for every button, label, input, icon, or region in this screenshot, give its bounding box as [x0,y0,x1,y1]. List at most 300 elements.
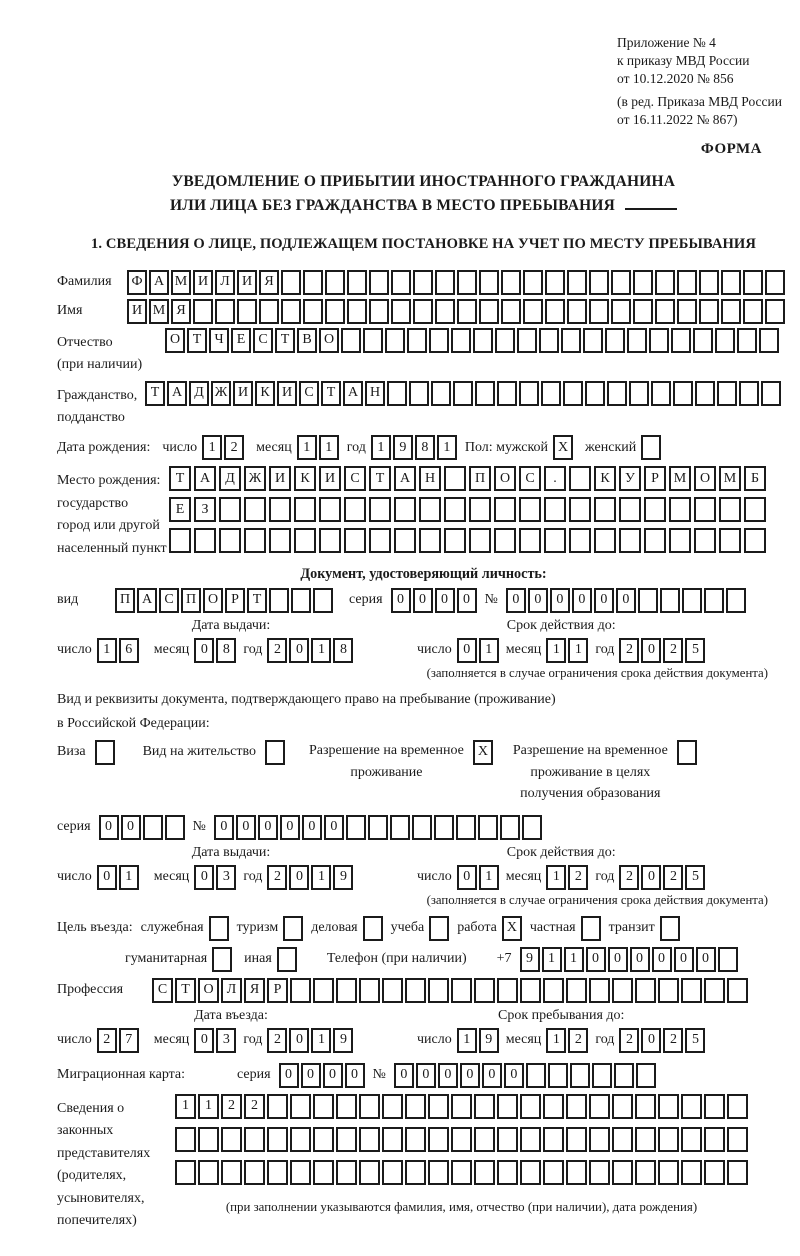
char-cell[interactable] [290,1160,311,1185]
char-cell[interactable]: 0 [194,1028,214,1053]
char-cell[interactable]: 0 [194,865,214,890]
char-cell[interactable] [435,270,455,295]
phone-cells[interactable] [520,947,738,972]
char-cell[interactable] [594,528,616,553]
char-cell[interactable] [743,270,763,295]
char-cell[interactable] [193,299,213,324]
char-cell[interactable] [501,270,521,295]
permit-issue-month-cells[interactable] [194,865,236,890]
char-cell[interactable] [221,1160,242,1185]
char-cell[interactable]: П [115,588,135,613]
char-cell[interactable] [290,1094,311,1119]
char-cell[interactable]: 2 [267,865,287,890]
char-cell[interactable]: Ж [244,466,266,491]
char-cell[interactable]: X [553,435,573,460]
char-cell[interactable] [429,328,449,353]
char-cell[interactable]: 1 [175,1094,196,1119]
char-cell[interactable]: X [502,916,522,941]
char-cell[interactable] [369,497,391,522]
purpose-transit-checkbox[interactable] [660,916,680,941]
char-cell[interactable]: 1 [202,435,222,460]
char-cell[interactable] [612,1160,633,1185]
doc-valid-year-cells[interactable] [619,638,705,663]
residence-permit-checkbox[interactable] [265,740,285,765]
char-cell[interactable]: 1 [97,638,117,663]
char-cell[interactable] [589,1094,610,1119]
char-cell[interactable]: 0 [616,588,636,613]
char-cell[interactable] [673,381,693,406]
char-cell[interactable] [619,497,641,522]
doc-valid-month-cells[interactable] [546,638,588,663]
char-cell[interactable] [313,1127,334,1152]
char-cell[interactable] [394,497,416,522]
char-cell[interactable] [765,270,785,295]
char-cell[interactable] [681,1160,702,1185]
char-cell[interactable]: 0 [323,1063,343,1088]
migration-series-cells[interactable] [279,1063,365,1088]
char-cell[interactable] [473,328,493,353]
char-cell[interactable] [543,978,564,1003]
char-cell[interactable] [457,299,477,324]
permit-series-cells[interactable] [99,815,185,840]
char-cell[interactable] [194,528,216,553]
char-cell[interactable] [563,381,583,406]
char-cell[interactable]: Т [369,466,391,491]
char-cell[interactable]: А [149,270,169,295]
char-cell[interactable]: А [137,588,157,613]
char-cell[interactable] [319,497,341,522]
char-cell[interactable] [566,1160,587,1185]
temp-residence-edu-checkbox[interactable] [677,740,697,765]
char-cell[interactable] [629,381,649,406]
char-cell[interactable] [607,381,627,406]
char-cell[interactable] [474,1127,495,1152]
char-cell[interactable]: 2 [619,1028,639,1053]
char-cell[interactable] [359,1094,380,1119]
doc-kind-cells[interactable] [115,588,333,613]
char-cell[interactable]: С [152,978,173,1003]
char-cell[interactable] [344,528,366,553]
char-cell[interactable] [633,270,653,295]
char-cell[interactable] [259,299,279,324]
char-cell[interactable]: Н [365,381,385,406]
char-cell[interactable] [737,328,757,353]
char-cell[interactable] [405,978,426,1003]
char-cell[interactable]: И [319,466,341,491]
char-cell[interactable]: И [277,381,297,406]
char-cell[interactable] [669,497,691,522]
char-cell[interactable] [198,1127,219,1152]
char-cell[interactable] [649,328,669,353]
doc-number-cells[interactable] [506,588,746,613]
char-cell[interactable] [638,588,658,613]
migration-number-cells[interactable] [394,1063,656,1088]
char-cell[interactable]: 8 [216,638,236,663]
char-cell[interactable] [336,978,357,1003]
char-cell[interactable] [520,1127,541,1152]
char-cell[interactable] [495,328,515,353]
char-cell[interactable] [619,528,641,553]
char-cell[interactable]: 0 [608,947,628,972]
char-cell[interactable]: О [198,978,219,1003]
char-cell[interactable]: С [159,588,179,613]
char-cell[interactable] [428,1160,449,1185]
char-cell[interactable] [641,435,661,460]
char-cell[interactable] [479,299,499,324]
char-cell[interactable] [363,328,383,353]
char-cell[interactable]: А [343,381,363,406]
char-cell[interactable] [428,978,449,1003]
char-cell[interactable]: 2 [663,865,683,890]
char-cell[interactable] [435,299,455,324]
char-cell[interactable]: 2 [663,1028,683,1053]
char-cell[interactable]: X [473,740,493,765]
char-cell[interactable]: 0 [121,815,141,840]
char-cell[interactable]: 1 [568,638,588,663]
char-cell[interactable] [346,815,366,840]
char-cell[interactable] [611,299,631,324]
char-cell[interactable] [494,528,516,553]
char-cell[interactable] [539,328,559,353]
char-cell[interactable] [566,1127,587,1152]
stay-day-cells[interactable] [457,1028,499,1053]
char-cell[interactable]: 2 [267,1028,287,1053]
purpose-private-checkbox[interactable] [581,916,601,941]
char-cell[interactable]: 0 [504,1063,524,1088]
char-cell[interactable]: М [719,466,741,491]
char-cell[interactable] [336,1160,357,1185]
char-cell[interactable]: 9 [333,865,353,890]
char-cell[interactable] [451,328,471,353]
entry-day-cells[interactable] [97,1028,139,1053]
char-cell[interactable]: 2 [619,638,639,663]
char-cell[interactable] [391,299,411,324]
stay-month-cells[interactable] [546,1028,588,1053]
char-cell[interactable] [611,270,631,295]
char-cell[interactable]: Р [644,466,666,491]
sex-male-checkbox[interactable] [553,435,573,460]
char-cell[interactable] [635,1160,656,1185]
char-cell[interactable] [612,978,633,1003]
char-cell[interactable] [294,497,316,522]
char-cell[interactable]: 0 [324,815,344,840]
char-cell[interactable] [244,1160,265,1185]
char-cell[interactable] [347,270,367,295]
char-cell[interactable]: 5 [685,638,705,663]
char-cell[interactable] [319,528,341,553]
char-cell[interactable] [500,815,520,840]
char-cell[interactable] [523,270,543,295]
doc-issue-year-cells[interactable] [267,638,353,663]
char-cell[interactable]: Р [225,588,245,613]
char-cell[interactable] [359,1127,380,1152]
char-cell[interactable] [569,528,591,553]
char-cell[interactable] [704,1127,725,1152]
char-cell[interactable]: 9 [520,947,540,972]
char-cell[interactable] [727,1094,748,1119]
char-cell[interactable]: Н [419,466,441,491]
char-cell[interactable] [635,1094,656,1119]
char-cell[interactable] [655,270,675,295]
char-cell[interactable] [405,1094,426,1119]
char-cell[interactable]: 2 [568,1028,588,1053]
doc-valid-day-cells[interactable] [457,638,499,663]
char-cell[interactable]: 1 [297,435,317,460]
char-cell[interactable] [744,497,766,522]
char-cell[interactable] [526,1063,546,1088]
char-cell[interactable] [677,740,697,765]
char-cell[interactable] [612,1127,633,1152]
char-cell[interactable] [209,916,229,941]
char-cell[interactable]: 0 [641,865,661,890]
permit-valid-year-cells[interactable] [619,865,705,890]
char-cell[interactable] [681,978,702,1003]
char-cell[interactable] [382,1094,403,1119]
char-cell[interactable] [265,740,285,765]
char-cell[interactable] [726,588,746,613]
char-cell[interactable] [566,978,587,1003]
char-cell[interactable] [391,270,411,295]
char-cell[interactable] [456,815,476,840]
char-cell[interactable] [474,1094,495,1119]
char-cell[interactable]: П [181,588,201,613]
birth-day-cells[interactable] [202,435,244,460]
char-cell[interactable] [636,1063,656,1088]
char-cell[interactable] [543,1127,564,1152]
char-cell[interactable] [719,528,741,553]
char-cell[interactable] [548,1063,568,1088]
char-cell[interactable] [658,1094,679,1119]
permit-number-cells[interactable] [214,815,542,840]
char-cell[interactable] [739,381,759,406]
char-cell[interactable] [474,1160,495,1185]
char-cell[interactable]: 0 [280,815,300,840]
char-cell[interactable] [413,270,433,295]
purpose-humanitarian-checkbox[interactable] [212,947,232,972]
char-cell[interactable] [497,381,517,406]
char-cell[interactable] [451,978,472,1003]
char-cell[interactable] [545,299,565,324]
char-cell[interactable] [699,270,719,295]
char-cell[interactable]: Я [171,299,191,324]
char-cell[interactable] [347,299,367,324]
char-cell[interactable] [497,978,518,1003]
char-cell[interactable]: 0 [674,947,694,972]
profession-cells[interactable] [152,978,748,1003]
char-cell[interactable] [267,1127,288,1152]
char-cell[interactable] [704,1160,725,1185]
char-cell[interactable] [501,299,521,324]
char-cell[interactable] [244,1127,265,1152]
char-cell[interactable] [325,299,345,324]
char-cell[interactable]: 2 [221,1094,242,1119]
char-cell[interactable] [409,381,429,406]
char-cell[interactable] [359,1160,380,1185]
char-cell[interactable] [385,328,405,353]
char-cell[interactable]: 1 [546,1028,566,1053]
char-cell[interactable]: 1 [119,865,139,890]
char-cell[interactable]: 1 [479,638,499,663]
char-cell[interactable] [694,497,716,522]
char-cell[interactable] [394,528,416,553]
char-cell[interactable]: А [194,466,216,491]
char-cell[interactable]: 1 [546,865,566,890]
char-cell[interactable] [682,588,702,613]
char-cell[interactable]: 0 [438,1063,458,1088]
char-cell[interactable] [325,270,345,295]
entry-month-cells[interactable] [194,1028,236,1053]
birth-place-cells-2[interactable] [169,497,766,522]
char-cell[interactable] [244,528,266,553]
char-cell[interactable]: 2 [619,865,639,890]
char-cell[interactable]: 0 [99,815,119,840]
char-cell[interactable] [369,299,389,324]
char-cell[interactable]: 0 [630,947,650,972]
char-cell[interactable] [219,497,241,522]
char-cell[interactable]: В [297,328,317,353]
char-cell[interactable] [419,528,441,553]
char-cell[interactable] [431,381,451,406]
char-cell[interactable]: 1 [546,638,566,663]
char-cell[interactable]: Б [744,466,766,491]
char-cell[interactable]: 0 [652,947,672,972]
char-cell[interactable]: 0 [696,947,716,972]
char-cell[interactable] [419,497,441,522]
char-cell[interactable] [544,528,566,553]
char-cell[interactable] [589,1127,610,1152]
char-cell[interactable]: Я [259,270,279,295]
char-cell[interactable] [585,381,605,406]
char-cell[interactable] [744,528,766,553]
char-cell[interactable] [451,1127,472,1152]
char-cell[interactable] [759,328,779,353]
char-cell[interactable] [221,1127,242,1152]
char-cell[interactable]: 2 [568,865,588,890]
char-cell[interactable]: 1 [564,947,584,972]
char-cell[interactable] [219,528,241,553]
entry-year-cells[interactable] [267,1028,353,1053]
char-cell[interactable] [589,1160,610,1185]
char-cell[interactable]: 1 [319,435,339,460]
char-cell[interactable]: 1 [311,1028,331,1053]
char-cell[interactable]: 7 [119,1028,139,1053]
char-cell[interactable]: Д [219,466,241,491]
char-cell[interactable] [627,328,647,353]
char-cell[interactable] [303,299,323,324]
char-cell[interactable] [451,1160,472,1185]
char-cell[interactable] [727,1160,748,1185]
char-cell[interactable]: 0 [482,1063,502,1088]
char-cell[interactable] [658,1160,679,1185]
char-cell[interactable] [451,1094,472,1119]
char-cell[interactable] [269,528,291,553]
char-cell[interactable]: 1 [311,865,331,890]
char-cell[interactable] [336,1127,357,1152]
char-cell[interactable] [592,1063,612,1088]
char-cell[interactable] [267,1094,288,1119]
char-cell[interactable] [382,1160,403,1185]
char-cell[interactable] [543,1160,564,1185]
char-cell[interactable]: 3 [216,1028,236,1053]
char-cell[interactable]: 0 [214,815,234,840]
char-cell[interactable]: 0 [413,588,433,613]
char-cell[interactable] [681,1094,702,1119]
char-cell[interactable] [677,270,697,295]
birth-place-cells-1[interactable] [169,466,766,491]
char-cell[interactable] [566,1094,587,1119]
char-cell[interactable]: Т [145,381,165,406]
char-cell[interactable]: 0 [435,588,455,613]
char-cell[interactable] [474,978,495,1003]
purpose-other-checkbox[interactable] [277,947,297,972]
char-cell[interactable]: М [669,466,691,491]
char-cell[interactable] [583,328,603,353]
purpose-work-checkbox[interactable] [502,916,522,941]
char-cell[interactable]: 5 [685,1028,705,1053]
char-cell[interactable] [743,299,763,324]
char-cell[interactable] [561,328,581,353]
char-cell[interactable]: 0 [528,588,548,613]
char-cell[interactable] [655,299,675,324]
char-cell[interactable] [478,815,498,840]
char-cell[interactable] [434,815,454,840]
char-cell[interactable] [581,916,601,941]
char-cell[interactable] [469,528,491,553]
char-cell[interactable] [644,497,666,522]
char-cell[interactable] [269,588,289,613]
char-cell[interactable] [175,1127,196,1152]
char-cell[interactable] [457,270,477,295]
char-cell[interactable] [635,978,656,1003]
char-cell[interactable] [444,528,466,553]
char-cell[interactable]: О [494,466,516,491]
stay-year-cells[interactable] [619,1028,705,1053]
char-cell[interactable] [95,740,115,765]
char-cell[interactable]: Ф [127,270,147,295]
char-cell[interactable]: 0 [641,638,661,663]
char-cell[interactable]: 0 [457,638,477,663]
char-cell[interactable] [387,381,407,406]
char-cell[interactable] [517,328,537,353]
char-cell[interactable] [428,1127,449,1152]
char-cell[interactable] [612,1094,633,1119]
char-cell[interactable] [212,947,232,972]
char-cell[interactable]: 0 [289,1028,309,1053]
char-cell[interactable] [412,815,432,840]
char-cell[interactable] [761,381,781,406]
char-cell[interactable] [336,1094,357,1119]
temp-residence-checkbox[interactable] [473,740,493,765]
char-cell[interactable]: Д [189,381,209,406]
char-cell[interactable]: 1 [371,435,391,460]
permit-issue-day-cells[interactable] [97,865,139,890]
char-cell[interactable] [341,328,361,353]
char-cell[interactable]: 0 [457,588,477,613]
char-cell[interactable] [281,299,301,324]
char-cell[interactable] [677,299,697,324]
char-cell[interactable]: П [469,466,491,491]
char-cell[interactable]: Е [231,328,251,353]
char-cell[interactable]: А [167,381,187,406]
char-cell[interactable] [660,916,680,941]
char-cell[interactable] [281,270,301,295]
char-cell[interactable]: 1 [311,638,331,663]
char-cell[interactable] [544,497,566,522]
char-cell[interactable]: З [194,497,216,522]
char-cell[interactable] [519,381,539,406]
char-cell[interactable] [644,528,666,553]
char-cell[interactable] [718,947,738,972]
